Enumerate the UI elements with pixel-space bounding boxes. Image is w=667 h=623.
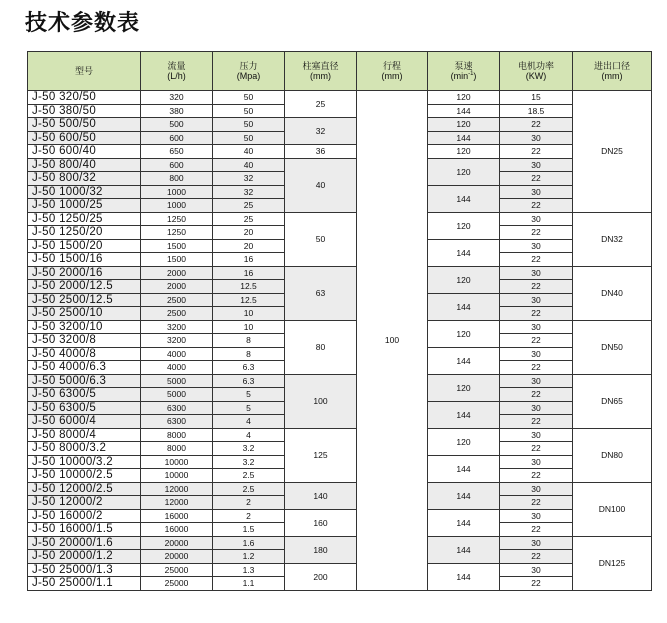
plunger-diameter-cell: 100	[285, 374, 357, 428]
motor-power-cell: 30	[500, 455, 573, 469]
port-size-cell: DN50	[573, 320, 652, 374]
pump-speed-cell: 144	[428, 509, 500, 536]
pump-speed-cell: 120	[428, 145, 500, 159]
flow-cell: 1000	[141, 199, 213, 213]
model-cell: J-50 5000/6.3	[28, 374, 141, 388]
model-cell: J-50 16000/1.5	[28, 523, 141, 537]
flow-cell: 12000	[141, 496, 213, 510]
model-cell: J-50 4000/8	[28, 347, 141, 361]
model-cell: J-50 1250/25	[28, 212, 141, 226]
header-power: 电机功率 (KW)	[500, 52, 573, 91]
flow-cell: 10000	[141, 455, 213, 469]
plunger-diameter-cell: 25	[285, 91, 357, 118]
header-stroke: 行程 (mm)	[357, 52, 428, 91]
header-pressure: 压力 (Mpa)	[213, 52, 285, 91]
motor-power-cell: 18.5	[500, 104, 573, 118]
model-cell: J-50 25000/1.1	[28, 577, 141, 591]
plunger-diameter-cell: 63	[285, 266, 357, 320]
flow-cell: 1000	[141, 185, 213, 199]
motor-power-cell: 30	[500, 374, 573, 388]
pressure-cell: 20	[213, 226, 285, 240]
model-cell: J-50 1500/20	[28, 239, 141, 253]
motor-power-cell: 22	[500, 334, 573, 348]
model-cell: J-50 8000/4	[28, 428, 141, 442]
model-cell: J-50 6300/5	[28, 401, 141, 415]
port-size-cell: DN65	[573, 374, 652, 428]
header-port: 进出口径 (mm)	[573, 52, 652, 91]
motor-power-cell: 22	[500, 199, 573, 213]
spec-table	[27, 51, 652, 591]
motor-power-cell: 30	[500, 509, 573, 523]
pump-speed-cell: 120	[428, 374, 500, 401]
pressure-cell: 1.3	[213, 563, 285, 577]
motor-power-cell: 30	[500, 428, 573, 442]
pressure-cell: 2.5	[213, 469, 285, 483]
pressure-cell: 50	[213, 131, 285, 145]
pressure-cell: 32	[213, 172, 285, 186]
port-size-cell: DN125	[573, 536, 652, 590]
table-row	[28, 118, 652, 132]
motor-power-cell: 30	[500, 185, 573, 199]
stroke-cell: 100	[357, 91, 428, 591]
motor-power-cell: 30	[500, 266, 573, 280]
pressure-cell: 16	[213, 253, 285, 267]
table-row	[28, 509, 652, 523]
motor-power-cell: 22	[500, 280, 573, 294]
flow-cell: 3200	[141, 320, 213, 334]
plunger-diameter-cell: 50	[285, 212, 357, 266]
motor-power-cell: 22	[500, 496, 573, 510]
header-speed: 泵速 $(\min^{-1})$	[428, 52, 500, 91]
pump-speed-cell: 144	[428, 239, 500, 266]
model-cell: J-50 2000/12.5	[28, 280, 141, 294]
plunger-diameter-cell: 36	[285, 145, 357, 159]
model-cell: J-50 20000/1.2	[28, 550, 141, 564]
flow-cell: 1500	[141, 253, 213, 267]
flow-cell: 380	[141, 104, 213, 118]
pressure-cell: 1.6	[213, 536, 285, 550]
model-cell: J-50 600/50	[28, 131, 141, 145]
model-cell: J-50 380/50	[28, 104, 141, 118]
pressure-cell: 16	[213, 266, 285, 280]
flow-cell: 4000	[141, 361, 213, 375]
flow-cell: 20000	[141, 536, 213, 550]
pump-speed-cell: 120	[428, 428, 500, 455]
motor-power-cell: 30	[500, 320, 573, 334]
motor-power-cell: 30	[500, 401, 573, 415]
motor-power-cell: 22	[500, 388, 573, 402]
pump-speed-cell: 120	[428, 118, 500, 132]
flow-cell: 20000	[141, 550, 213, 564]
model-cell: J-50 320/50	[28, 91, 141, 105]
port-size-cell: DN80	[573, 428, 652, 482]
motor-power-cell: 22	[500, 577, 573, 591]
motor-power-cell: 22	[500, 172, 573, 186]
model-cell: J-50 3200/10	[28, 320, 141, 334]
flow-cell: 16000	[141, 523, 213, 537]
model-cell: J-50 3200/8	[28, 334, 141, 348]
model-cell: J-50 12000/2.5	[28, 482, 141, 496]
table-row	[28, 563, 652, 577]
port-size-cell: DN100	[573, 482, 652, 536]
motor-power-cell: 22	[500, 415, 573, 429]
page-title: 技术参数表	[25, 11, 141, 36]
model-cell: J-50 4000/6.3	[28, 361, 141, 375]
model-cell: J-50 6300/5	[28, 388, 141, 402]
pressure-cell: 5	[213, 388, 285, 402]
pressure-cell: 3.2	[213, 442, 285, 456]
pressure-cell: 50	[213, 91, 285, 105]
model-cell: J-50 10000/2.5	[28, 469, 141, 483]
table-row	[28, 145, 652, 159]
motor-power-cell: 30	[500, 158, 573, 172]
spec-table-body	[28, 91, 652, 591]
header-flow: 流量 (L/h)	[141, 52, 213, 91]
flow-cell: 1250	[141, 212, 213, 226]
motor-power-cell: 30	[500, 212, 573, 226]
pressure-cell: 8	[213, 334, 285, 348]
pressure-cell: 40	[213, 145, 285, 159]
table-row	[28, 320, 652, 334]
motor-power-cell: 22	[500, 253, 573, 267]
motor-power-cell: 30	[500, 482, 573, 496]
model-cell: J-50 6000/4	[28, 415, 141, 429]
motor-power-cell: 22	[500, 550, 573, 564]
motor-power-cell: 30	[500, 131, 573, 145]
flow-cell: 4000	[141, 347, 213, 361]
pump-speed-cell: 144	[428, 455, 500, 482]
table-row	[28, 482, 652, 496]
plunger-diameter-cell: 200	[285, 563, 357, 590]
motor-power-cell: 30	[500, 293, 573, 307]
pressure-cell: 1.2	[213, 550, 285, 564]
model-cell: J-50 12000/2	[28, 496, 141, 510]
pressure-cell: 3.2	[213, 455, 285, 469]
plunger-diameter-cell: 140	[285, 482, 357, 509]
pump-speed-cell: 144	[428, 185, 500, 212]
flow-cell: 6300	[141, 401, 213, 415]
flow-cell: 2500	[141, 307, 213, 321]
pump-speed-cell: 120	[428, 266, 500, 293]
motor-power-cell: 22	[500, 361, 573, 375]
pressure-cell: 8	[213, 347, 285, 361]
plunger-diameter-cell: 80	[285, 320, 357, 374]
pump-speed-cell: 144	[428, 563, 500, 590]
header-plunger: 柱塞直径 (mm)	[285, 52, 357, 91]
model-cell: J-50 20000/1.6	[28, 536, 141, 550]
flow-cell: 2000	[141, 266, 213, 280]
pressure-cell: 50	[213, 104, 285, 118]
pressure-cell: 2	[213, 509, 285, 523]
model-cell: J-50 10000/3.2	[28, 455, 141, 469]
pump-speed-cell: 144	[428, 536, 500, 563]
flow-cell: 8000	[141, 428, 213, 442]
model-cell: J-50 1000/32	[28, 185, 141, 199]
table-row	[28, 91, 652, 105]
model-cell: J-50 2500/12.5	[28, 293, 141, 307]
pressure-cell: 5	[213, 401, 285, 415]
model-cell: J-50 800/40	[28, 158, 141, 172]
pressure-cell: 2	[213, 496, 285, 510]
pump-speed-cell: 144	[428, 401, 500, 428]
table-row	[28, 536, 652, 550]
pressure-cell: 10	[213, 320, 285, 334]
flow-cell: 600	[141, 131, 213, 145]
pressure-cell: 10	[213, 307, 285, 321]
flow-cell: 1250	[141, 226, 213, 240]
flow-cell: 10000	[141, 469, 213, 483]
pump-speed-cell: 120	[428, 158, 500, 185]
pump-speed-cell: 144	[428, 131, 500, 145]
pump-speed-cell: 144	[428, 482, 500, 509]
plunger-diameter-cell: 32	[285, 118, 357, 145]
flow-cell: 5000	[141, 388, 213, 402]
flow-cell: 320	[141, 91, 213, 105]
pressure-cell: 50	[213, 118, 285, 132]
plunger-diameter-cell: 40	[285, 158, 357, 212]
flow-cell: 5000	[141, 374, 213, 388]
port-size-cell: DN32	[573, 212, 652, 266]
table-row	[28, 428, 652, 442]
pressure-cell: 12.5	[213, 280, 285, 294]
model-cell: J-50 800/32	[28, 172, 141, 186]
pump-speed-cell: 120	[428, 212, 500, 239]
port-size-cell: DN25	[573, 91, 652, 213]
model-cell: J-50 16000/2	[28, 509, 141, 523]
table-row	[28, 158, 652, 172]
model-cell: J-50 1500/16	[28, 253, 141, 267]
port-size-cell: DN40	[573, 266, 652, 320]
pressure-cell: 1.5	[213, 523, 285, 537]
model-cell: J-50 25000/1.3	[28, 563, 141, 577]
motor-power-cell: 30	[500, 536, 573, 550]
motor-power-cell: 22	[500, 226, 573, 240]
motor-power-cell: 22	[500, 145, 573, 159]
pump-speed-cell: 144	[428, 104, 500, 118]
pressure-cell: 12.5	[213, 293, 285, 307]
flow-cell: 8000	[141, 442, 213, 456]
motor-power-cell: 22	[500, 469, 573, 483]
plunger-diameter-cell: 125	[285, 428, 357, 482]
plunger-diameter-cell: 160	[285, 509, 357, 536]
motor-power-cell: 22	[500, 442, 573, 456]
pressure-cell: 25	[213, 199, 285, 213]
pressure-cell: 1.1	[213, 577, 285, 591]
pressure-cell: 40	[213, 158, 285, 172]
flow-cell: 1500	[141, 239, 213, 253]
header-row	[28, 52, 652, 91]
model-cell: J-50 600/40	[28, 145, 141, 159]
plunger-diameter-cell: 180	[285, 536, 357, 563]
table-row	[28, 266, 652, 280]
pump-speed-cell: 144	[428, 347, 500, 374]
pump-speed-cell: 120	[428, 320, 500, 347]
pump-speed-cell: 144	[428, 293, 500, 320]
pressure-cell: 6.3	[213, 374, 285, 388]
motor-power-cell: 22	[500, 307, 573, 321]
model-cell: J-50 500/50	[28, 118, 141, 132]
motor-power-cell: 22	[500, 523, 573, 537]
table-row	[28, 212, 652, 226]
pressure-cell: 32	[213, 185, 285, 199]
motor-power-cell: 22	[500, 118, 573, 132]
model-cell: J-50 2500/10	[28, 307, 141, 321]
motor-power-cell: 30	[500, 563, 573, 577]
motor-power-cell: 30	[500, 347, 573, 361]
flow-cell: 12000	[141, 482, 213, 496]
flow-cell: 800	[141, 172, 213, 186]
pressure-cell: 25	[213, 212, 285, 226]
flow-cell: 600	[141, 158, 213, 172]
model-cell: J-50 1000/25	[28, 199, 141, 213]
flow-cell: 6300	[141, 415, 213, 429]
pressure-cell: 6.3	[213, 361, 285, 375]
motor-power-cell: 30	[500, 239, 573, 253]
pressure-cell: 4	[213, 428, 285, 442]
model-cell: J-50 2000/16	[28, 266, 141, 280]
table-row	[28, 374, 652, 388]
flow-cell: 3200	[141, 334, 213, 348]
pump-speed-cell: 120	[428, 91, 500, 105]
pressure-cell: 20	[213, 239, 285, 253]
flow-cell: 2500	[141, 293, 213, 307]
flow-cell: 25000	[141, 577, 213, 591]
flow-cell: 650	[141, 145, 213, 159]
flow-cell: 500	[141, 118, 213, 132]
pressure-cell: 4	[213, 415, 285, 429]
pressure-cell: 2.5	[213, 482, 285, 496]
flow-cell: 2000	[141, 280, 213, 294]
model-cell: J-50 1250/20	[28, 226, 141, 240]
flow-cell: 25000	[141, 563, 213, 577]
header-model: 型号	[28, 52, 141, 91]
model-cell: J-50 8000/3.2	[28, 442, 141, 456]
flow-cell: 16000	[141, 509, 213, 523]
motor-power-cell: 15	[500, 91, 573, 105]
